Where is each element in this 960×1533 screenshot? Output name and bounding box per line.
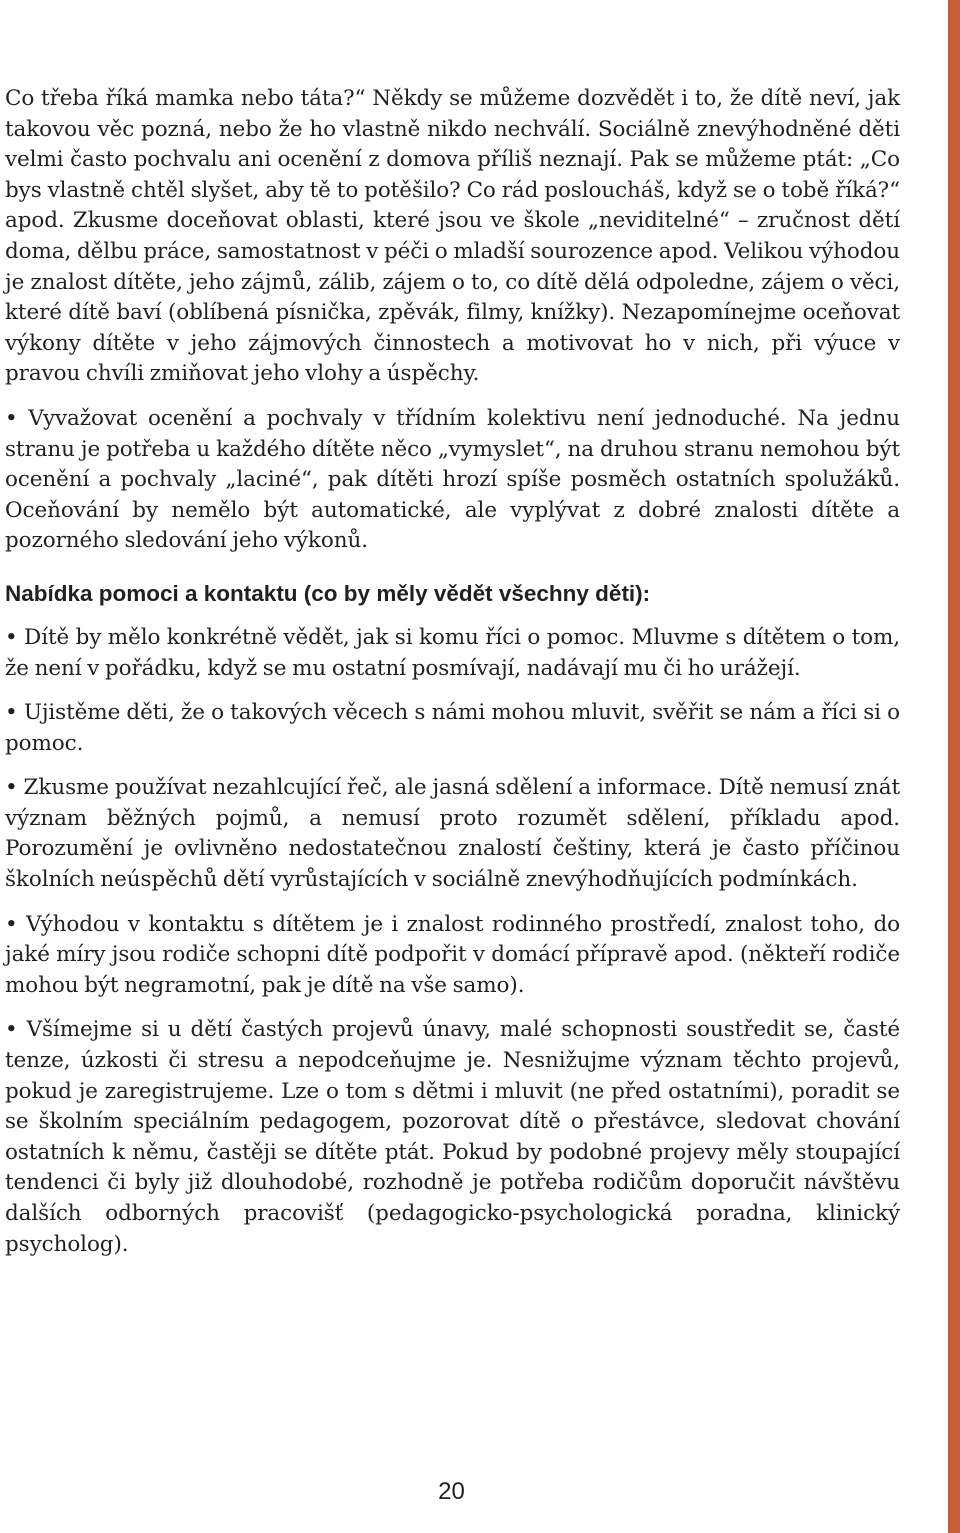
bullet-notice-fatigue: • Všímejme si u dětí častých projevů únavy, malé schopnosti soustředit se, časté tenze, úzkosti či stresu a nepodceňujme je. Nesnižujme význam těchto projevů, pokud je zaregistrujeme. Lze o tom s dětmi i mluvit (ne před ostatními), poradit se se školním speciálním pedagogem, pozorovat dítě o přestávce, sledovat chování ostatních k němu, častěji se dítěte ptát. Pokud by podobné projevy měly stoupající tendenci či byly již dlouhodobé, rozhodně je potřeba rodičům doporučit návštěvu dalších odborných pracovišť (pedagogicko-psychologická poradna, klinický psycholog).: [5, 1017, 900, 1257]
bullet-reassure-children: • Ujistěme děti, že o takových věcech s námi mohou mluvit, svěřit se nám a říci si o pomoc.: [5, 700, 900, 756]
bullet-know-how-to-ask: • Dítě by mělo konkrétně vědět, jak si komu říci o pomoc. Mluvme s dítětem o tom, že není v pořádku, když se mu ostatní posmívají, nadávají mu či ho urážejí.: [5, 624, 900, 681]
bullet-family-environment: • Výhodou v kontaktu s dítětem je i znalost rodinného prostředí, znalost toho, do jaké míry jsou rodiče schopni dítě podpořit v domácí přípravě apod. (někteří rodiče mohou být negramotní, pak je dítě na vše samo).: [5, 911, 900, 998]
page-number: 20: [438, 1478, 465, 1505]
section-heading-help-contact: Nabídka pomoci a kontaktu (co by měly vědět všechny děti):: [5, 580, 651, 606]
page-edge-accent-bar: [948, 0, 960, 1533]
document-body: [5, 84, 900, 1260]
bullet-clear-language: • Zkusme používat nezahlcující řeč, ale jasná sdělení a informace. Dítě nemusí znát význam běžných pojmů, a nemusí proto rozumět sdělení, příkladu apod. Porozumění je ovlivněno nedostatečnou znalostí češtiny, která je často příčinou školních neúspěchů dětí vyrůstajících v sociálně znevýhodňujících podmínkách.: [5, 775, 900, 893]
bullet-balancing-praise: • Vyvažovat ocenění a pochvaly v třídním kolektivu není jednoduché. Na jednu stranu je potřeba u každého dítěte něco „vymyslet“, na druhou stranu nemohou být ocenění a pochvaly „laciné“, pak dítěti hrozí spíše posměch ostatních spolužáků. Oceňování by nemělo být automatické, ale vyplývat z dobré znalosti dítěte a pozorného sledování jeho výkonů.: [5, 405, 900, 554]
paragraph-praise-intro: Co třeba říká mamka nebo táta?“ Někdy se můžeme dozvědět i to, že dítě neví, jak takovou věc pozná, nebo že ho vlastně nikdo nechválí. Sociálně znevýhodněné děti velmi často pochvalu ani ocenění z domova příliš neznají. Pak se můžeme ptát: „Co bys vlastně chtěl slyšet, aby tě to potěšilo? Co rád posloucháš, když se o tobě říká?“ apod. Zkusme doceňovat oblasti, které jsou ve škole „neviditelné“ – zručnost dětí doma, dělbu práce, samostatnost v péči o mladší sourozence apod. Velikou výhodou je znalost dítěte, jeho zájmů, zálib, zájem o to, co dítě dělá odpoledne, zájem o věci, které dítě baví (oblíbená písnička, zpěvák, filmy, knížky). Nezapomínejme oceňovat výkony dítěte v jeho zájmových činnostech a motivovat ho v nich, při výuce v pravou chvíli zmiňovat jeho vlohy a úspěchy.: [5, 86, 900, 387]
